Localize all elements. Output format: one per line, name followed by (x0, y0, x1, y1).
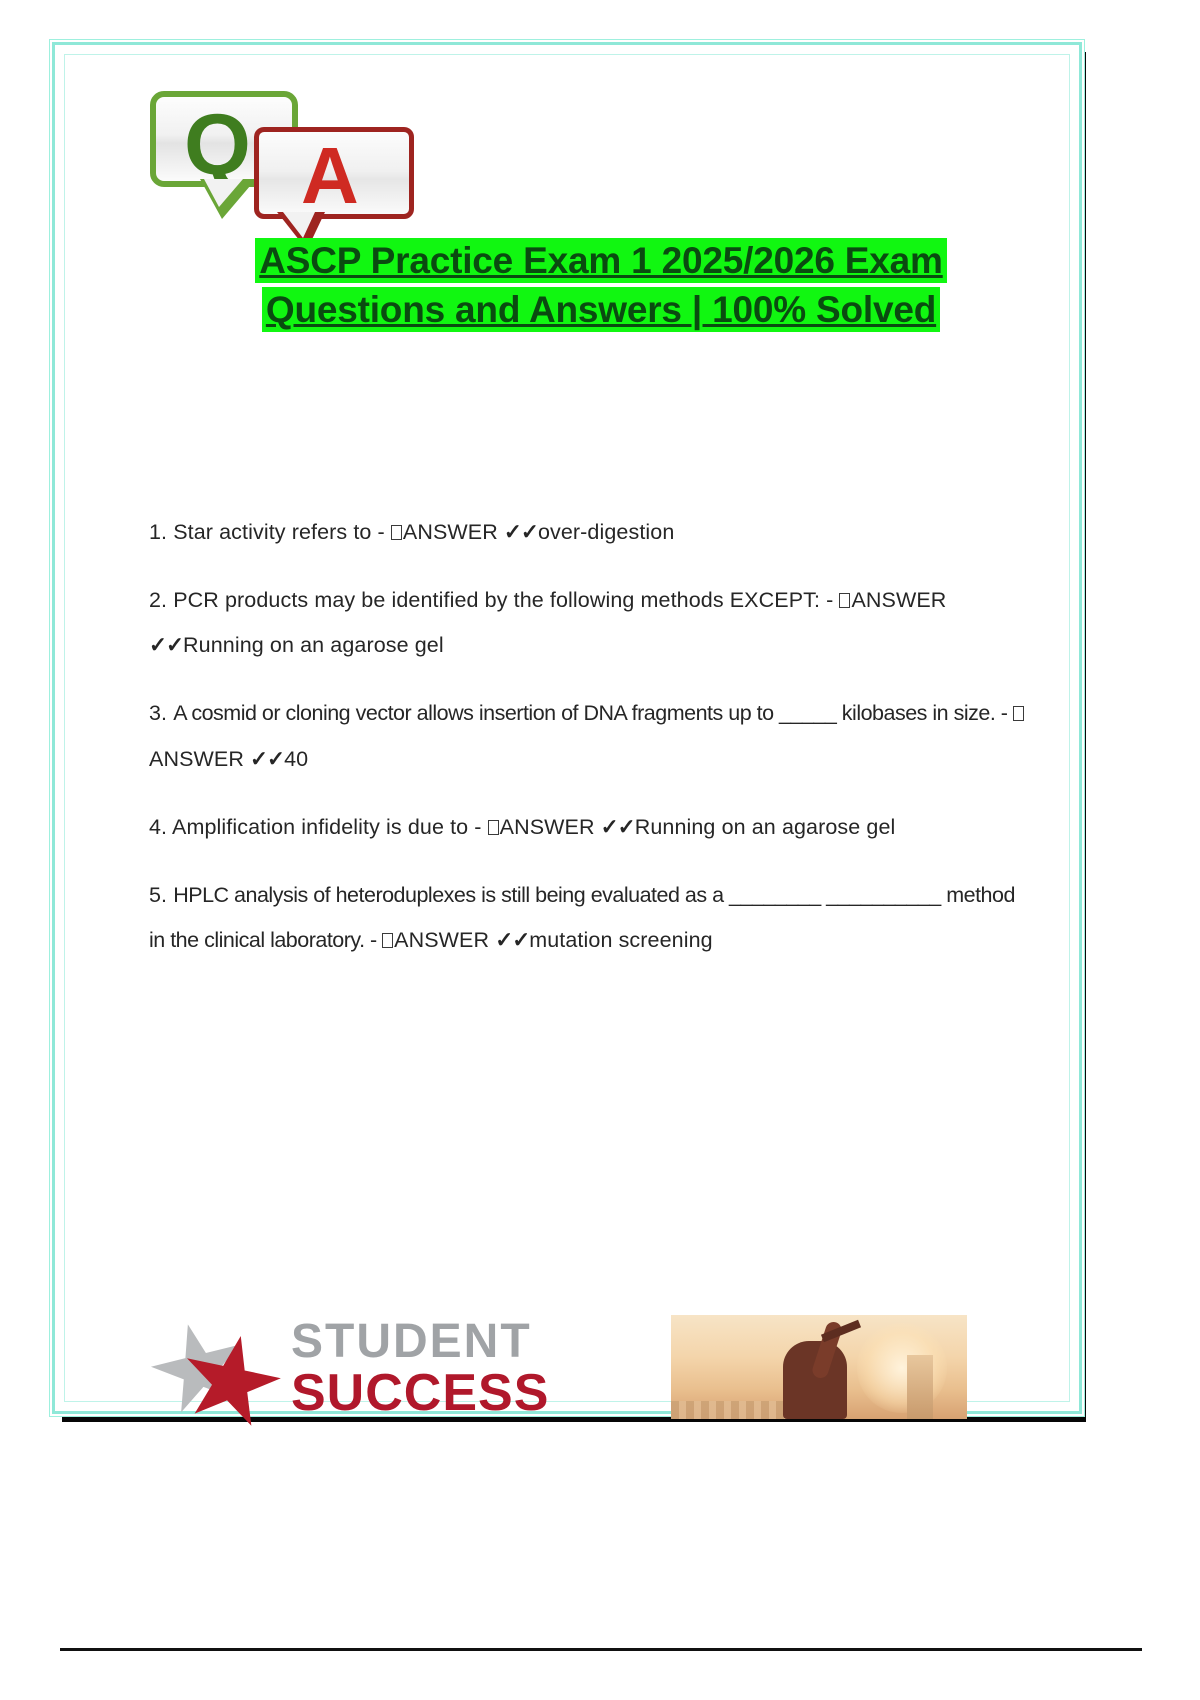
question-bubble-tail-inner-icon (204, 179, 243, 207)
tofu-glyph-icon (1013, 706, 1024, 721)
qa-item-3-ticks-icon: ✓✓ (250, 746, 285, 771)
answer-bubble-icon (254, 127, 414, 219)
qa-item-4-answer: Running on an agarose gel (634, 814, 896, 839)
qa-item-4-ticks-icon: ✓✓ (600, 814, 635, 839)
qa-item-3-answer-label: ANSWER (149, 746, 244, 771)
qa-item-1 (149, 510, 1029, 555)
title-line-1 (161, 240, 1041, 283)
qa-list (149, 510, 1029, 986)
qa-item-4-number: 4. (149, 814, 168, 839)
brand-wordmark (291, 1315, 550, 1422)
qa-item-3 (149, 691, 1029, 781)
student-success-logo (151, 1313, 1011, 1423)
qa-item-2-number: 2. (149, 588, 168, 613)
tofu-glyph-icon (488, 820, 499, 835)
page-inner-border (64, 54, 1070, 1422)
title-line-2 (161, 289, 1041, 332)
graduate-photo (671, 1315, 967, 1419)
qa-item-4-answer-label: ANSWER (499, 814, 595, 839)
qa-item-1-answer: over-digestion (537, 520, 675, 544)
skyline (671, 1401, 791, 1419)
qa-item-5-question: HPLC analysis of heteroduplexes is still being evaluated as a ________ __________ method in the clinical laboratory. - (149, 882, 1015, 952)
qa-item-5-answer-label: ANSWER (394, 927, 490, 952)
qa-item-2 (149, 578, 1029, 668)
qa-item-4-question: Amplification infidelity is due to - (172, 814, 488, 839)
qa-item-1-number: 1. (149, 520, 168, 544)
brand-line-2: SUCCESS (291, 1364, 550, 1422)
title-line-1-text: ASCP Practice Exam 1 2025/2026 Exam (255, 238, 946, 283)
tofu-glyph-icon (839, 593, 850, 608)
qa-item-2-ticks-icon: ✓✓ (149, 633, 184, 658)
qa-item-3-number: 3. (149, 701, 168, 726)
qa-item-4 (149, 805, 1029, 850)
page-bottom-rule (60, 1648, 1142, 1651)
tower (907, 1355, 933, 1419)
question-letter: Q (184, 97, 251, 193)
brand-line-1: STUDENT (291, 1315, 532, 1368)
star-burst-icon (151, 1319, 287, 1419)
tofu-glyph-icon (382, 933, 393, 948)
qa-item-5 (149, 873, 1029, 963)
tofu-glyph-icon (391, 525, 402, 540)
qa-item-2-answer: Running on an agarose gel (183, 633, 444, 658)
qa-item-1-question: Star activity refers to - (173, 520, 391, 544)
qa-item-5-ticks-icon: ✓✓ (495, 927, 530, 952)
qa-item-3-question: A cosmid or cloning vector allows insertion of DNA fragments up to _____ kilobases in size. - (173, 701, 1013, 726)
page-sheet (52, 42, 1082, 1422)
qa-item-3-answer: 40 (284, 746, 309, 771)
sun-glow (857, 1323, 947, 1413)
page-title (161, 240, 1041, 337)
answer-letter: A (301, 131, 359, 220)
qa-item-5-number: 5. (149, 882, 168, 907)
qa-logo (150, 83, 418, 235)
qa-item-2-question: PCR products may be identified by the following methods EXCEPT: - (173, 588, 840, 613)
answer-bubble-tail-inner-icon (283, 212, 315, 238)
qa-item-1-answer-label: ANSWER (402, 520, 498, 544)
title-line-2-text: Questions and Answers | 100% Solved (262, 287, 940, 332)
qa-item-1-ticks-icon: ✓✓ (503, 520, 538, 544)
qa-item-2-answer-label: ANSWER (851, 588, 947, 613)
qa-item-5-answer: mutation screening (529, 927, 713, 952)
graduate-figure (783, 1341, 847, 1419)
